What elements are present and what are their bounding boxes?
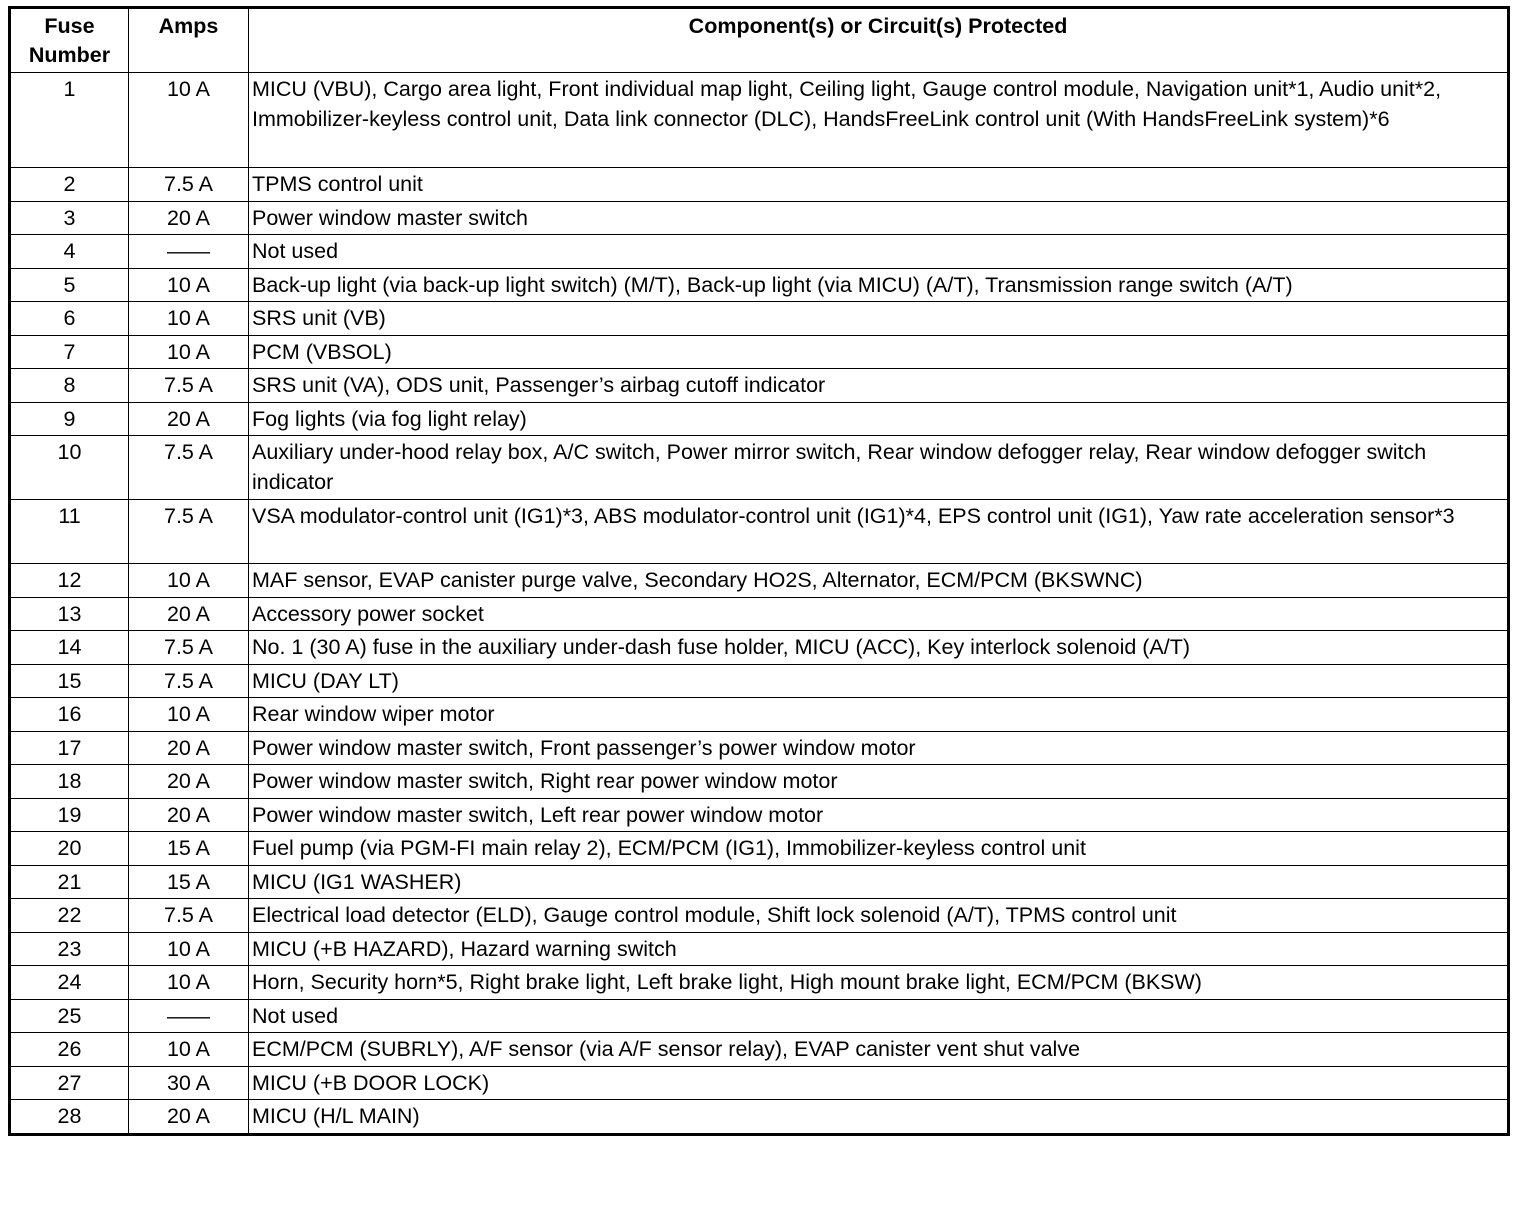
fuse-number-cell: 2 (10, 168, 129, 202)
amps-cell: 20 A (129, 402, 249, 436)
component-cell: Not used (249, 235, 1509, 269)
amps-cell: 7.5 A (129, 369, 249, 403)
amps-cell: 20 A (129, 597, 249, 631)
amps-cell: 10 A (129, 302, 249, 336)
header-fuse-number: Fuse Number (10, 8, 129, 73)
amps-cell: 20 A (129, 765, 249, 799)
header-amps: Amps (129, 8, 249, 73)
component-cell: Auxiliary under-hood relay box, A/C switch, Power mirror switch, Rear window defogger relay, Rear window defogger switch indicator (249, 436, 1509, 500)
component-cell: Power window master switch, Front passenger’s power window motor (249, 731, 1509, 765)
component-cell: Power window master switch, Left rear power window motor (249, 798, 1509, 832)
amps-cell: 10 A (129, 1033, 249, 1067)
component-cell: SRS unit (VB) (249, 302, 1509, 336)
component-cell: ECM/PCM (SUBRLY), A/F sensor (via A/F sensor relay), EVAP canister vent shut valve (249, 1033, 1509, 1067)
fuse-number-cell: 8 (10, 369, 129, 403)
table-row (10, 865, 1509, 899)
component-cell: Not used (249, 999, 1509, 1033)
amps-cell: 10 A (129, 698, 249, 732)
fuse-number-cell: 6 (10, 302, 129, 336)
component-cell: Rear window wiper motor (249, 698, 1509, 732)
table-row (10, 201, 1509, 235)
amps-cell: —— (129, 235, 249, 269)
component-cell: Accessory power socket (249, 597, 1509, 631)
fuse-number-cell: 12 (10, 564, 129, 598)
amps-cell: 7.5 A (129, 899, 249, 933)
fuse-number-cell: 20 (10, 832, 129, 866)
table-row (10, 798, 1509, 832)
fuse-number-cell: 27 (10, 1066, 129, 1100)
amps-cell: 7.5 A (129, 631, 249, 665)
fuse-number-cell: 21 (10, 865, 129, 899)
fuse-table-body (10, 73, 1509, 1135)
component-cell: MICU (H/L MAIN) (249, 1100, 1509, 1135)
component-cell: MICU (VBU), Cargo area light, Front individual map light, Ceiling light, Gauge control module, Navigation unit*1, Audio unit*2, Immobilizer-keyless control unit, Data link connector (DLC), HandsFreeLink control unit (With HandsFreeLink system)*6 (249, 73, 1509, 168)
amps-cell: 20 A (129, 731, 249, 765)
table-row (10, 1100, 1509, 1135)
fuse-number-cell: 17 (10, 731, 129, 765)
table-row (10, 832, 1509, 866)
component-cell: PCM (VBSOL) (249, 335, 1509, 369)
amps-cell: 20 A (129, 1100, 249, 1135)
fuse-number-cell: 25 (10, 999, 129, 1033)
fuse-number-cell: 7 (10, 335, 129, 369)
amps-cell: —— (129, 999, 249, 1033)
fuse-number-cell: 24 (10, 966, 129, 1000)
amps-cell: 20 A (129, 201, 249, 235)
table-row (10, 402, 1509, 436)
amps-cell: 20 A (129, 798, 249, 832)
component-cell: MAF sensor, EVAP canister purge valve, Secondary HO2S, Alternator, ECM/PCM (BKSWNC) (249, 564, 1509, 598)
fuse-number-cell: 22 (10, 899, 129, 933)
component-cell: MICU (IG1 WASHER) (249, 865, 1509, 899)
amps-cell: 7.5 A (129, 168, 249, 202)
table-row (10, 73, 1509, 168)
fuse-number-cell: 4 (10, 235, 129, 269)
component-cell: VSA modulator-control unit (IG1)*3, ABS modulator-control unit (IG1)*4, EPS control unit (IG1), Yaw rate acceleration sensor*3 (249, 500, 1509, 564)
fuse-number-cell: 18 (10, 765, 129, 799)
amps-cell: 10 A (129, 73, 249, 168)
fuse-number-cell: 19 (10, 798, 129, 832)
table-row (10, 500, 1509, 564)
component-cell: Horn, Security horn*5, Right brake light, Left brake light, High mount brake light, ECM/PCM (BKSW) (249, 966, 1509, 1000)
amps-cell: 30 A (129, 1066, 249, 1100)
table-row (10, 369, 1509, 403)
amps-cell: 7.5 A (129, 500, 249, 564)
fuse-number-cell: 1 (10, 73, 129, 168)
amps-cell: 10 A (129, 932, 249, 966)
component-cell: SRS unit (VA), ODS unit, Passenger’s airbag cutoff indicator (249, 369, 1509, 403)
table-row (10, 899, 1509, 933)
header-components: Component(s) or Circuit(s) Protected (249, 8, 1509, 73)
table-row (10, 235, 1509, 269)
component-cell: No. 1 (30 A) fuse in the auxiliary under-dash fuse holder, MICU (ACC), Key interlock solenoid (A/T) (249, 631, 1509, 665)
table-row (10, 335, 1509, 369)
amps-cell: 7.5 A (129, 664, 249, 698)
table-row (10, 631, 1509, 665)
table-row (10, 168, 1509, 202)
fuse-number-cell: 28 (10, 1100, 129, 1135)
table-row (10, 268, 1509, 302)
table-row (10, 302, 1509, 336)
table-row (10, 932, 1509, 966)
component-cell: MICU (DAY LT) (249, 664, 1509, 698)
fuse-number-cell: 13 (10, 597, 129, 631)
table-row (10, 564, 1509, 598)
table-row (10, 1066, 1509, 1100)
fuse-number-cell: 14 (10, 631, 129, 665)
fuse-number-cell: 5 (10, 268, 129, 302)
table-row (10, 597, 1509, 631)
table-row (10, 1033, 1509, 1067)
table-row (10, 664, 1509, 698)
component-cell: Power window master switch (249, 201, 1509, 235)
fuse-number-cell: 9 (10, 402, 129, 436)
component-cell: Fuel pump (via PGM-FI main relay 2), ECM/PCM (IG1), Immobilizer-keyless control unit (249, 832, 1509, 866)
fuse-number-cell: 16 (10, 698, 129, 732)
table-row (10, 436, 1509, 500)
fuse-number-cell: 26 (10, 1033, 129, 1067)
component-cell: MICU (+B DOOR LOCK) (249, 1066, 1509, 1100)
fuse-table (8, 6, 1510, 1136)
fuse-number-cell: 23 (10, 932, 129, 966)
component-cell: Electrical load detector (ELD), Gauge control module, Shift lock solenoid (A/T), TPMS control unit (249, 899, 1509, 933)
amps-cell: 7.5 A (129, 436, 249, 500)
component-cell: TPMS control unit (249, 168, 1509, 202)
fuse-number-cell: 3 (10, 201, 129, 235)
component-cell: Fog lights (via fog light relay) (249, 402, 1509, 436)
fuse-number-cell: 10 (10, 436, 129, 500)
table-row (10, 698, 1509, 732)
amps-cell: 10 A (129, 335, 249, 369)
component-cell: Back-up light (via back-up light switch) (M/T), Back-up light (via MICU) (A/T), Transmission range switch (A/T) (249, 268, 1509, 302)
fuse-table-container (8, 6, 1507, 1136)
amps-cell: 10 A (129, 268, 249, 302)
amps-cell: 10 A (129, 564, 249, 598)
header-row (10, 8, 1509, 73)
fuse-number-cell: 11 (10, 500, 129, 564)
table-row (10, 999, 1509, 1033)
amps-cell: 15 A (129, 832, 249, 866)
table-row (10, 966, 1509, 1000)
component-cell: MICU (+B HAZARD), Hazard warning switch (249, 932, 1509, 966)
amps-cell: 15 A (129, 865, 249, 899)
table-row (10, 731, 1509, 765)
component-cell: Power window master switch, Right rear power window motor (249, 765, 1509, 799)
amps-cell: 10 A (129, 966, 249, 1000)
fuse-number-cell: 15 (10, 664, 129, 698)
table-row (10, 765, 1509, 799)
